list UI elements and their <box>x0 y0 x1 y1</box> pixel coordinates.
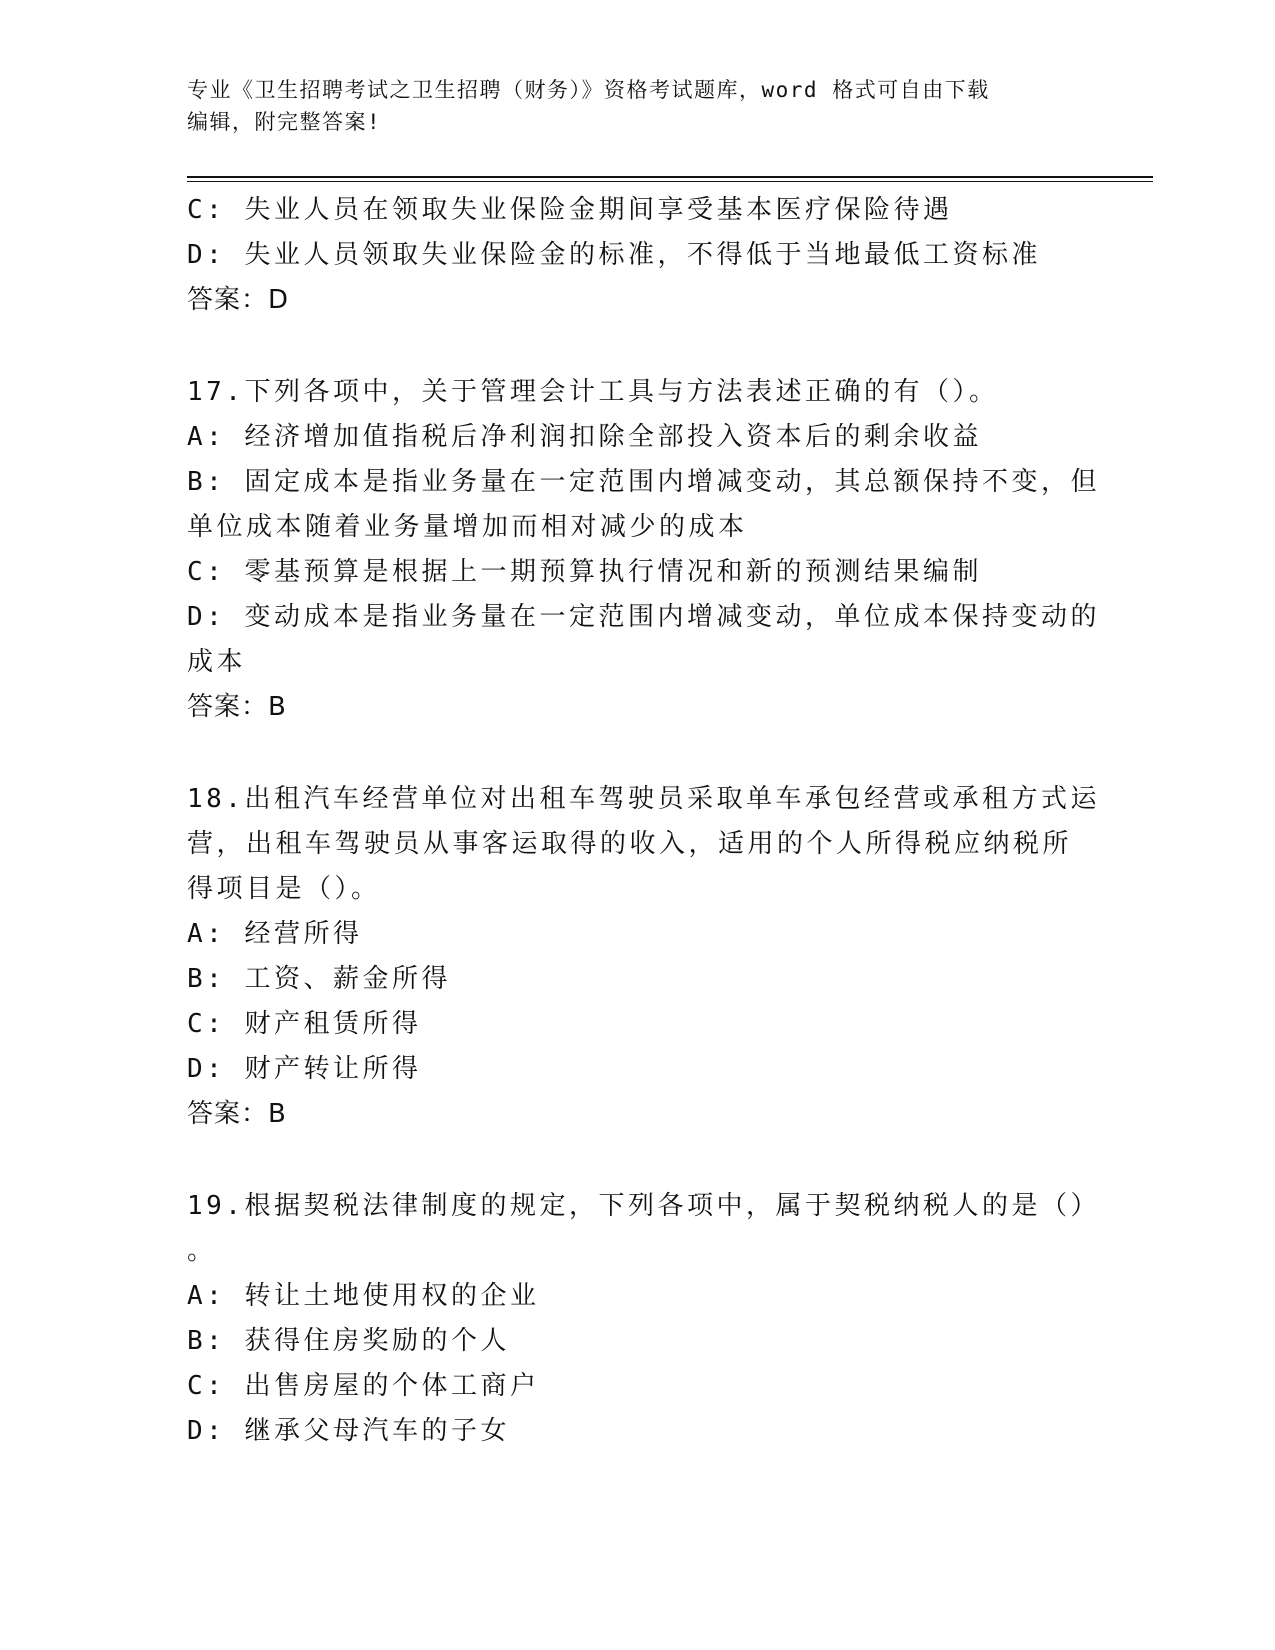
spacer <box>187 323 1087 370</box>
q19-option-d: D: 继承父母汽车的子女 <box>187 1416 510 1446</box>
question-17 <box>187 370 1100 730</box>
q16-option-d: D: 失业人员领取失业保险金的标准，不得低于当地最低工资标准 <box>187 240 1041 270</box>
q18-stem-line3: 得项目是（）。 <box>187 874 381 904</box>
q18-option-a: A: 经营所得 <box>187 919 363 949</box>
q18-option-b: B: 工资、薪金所得 <box>187 964 451 994</box>
q19-option-b: B: 获得住房奖励的个人 <box>187 1326 510 1356</box>
question-16 <box>187 188 1087 323</box>
header-divider-thin <box>187 181 1153 182</box>
document-header <box>187 74 1087 138</box>
q16-option-c: C: 失业人员在领取失业保险金期间享受基本医疗保险待遇 <box>187 195 953 225</box>
q19-stem-line1: 19.根据契税法律制度的规定，下列各项中，属于契税纳税人的是（） <box>187 1191 1100 1221</box>
spacer <box>187 1137 1087 1184</box>
q19-option-c: C: 出售房屋的个体工商户 <box>187 1371 540 1401</box>
q18-stem-line1: 18.出租汽车经营单位对出租车驾驶员采取单车承包经营或承租方式运 <box>187 784 1100 814</box>
q16-answer: 答案：D <box>187 285 290 315</box>
q18-stem-line2: 营，出租车驾驶员从事客运取得的收入，适用的个人所得税应纳税所 <box>187 829 1073 859</box>
q17-option-d-line1: D: 变动成本是指业务量在一定范围内增减变动，单位成本保持变动的 <box>187 602 1100 632</box>
question-list <box>187 188 1100 1454</box>
question-19 <box>187 1184 1100 1454</box>
q18-option-d: D: 财产转让所得 <box>187 1054 422 1084</box>
question-18 <box>187 777 1100 1137</box>
header-line-2: 编辑，附完整答案! <box>187 110 382 134</box>
q17-answer: 答案：B <box>187 692 287 722</box>
q17-stem: 17.下列各项中，关于管理会计工具与方法表述正确的有（）。 <box>187 377 999 407</box>
q19-option-a: A: 转让土地使用权的企业 <box>187 1281 540 1311</box>
q17-option-b-line2: 单位成本随着业务量增加而相对减少的成本 <box>187 512 748 542</box>
q18-answer: 答案：B <box>187 1099 287 1129</box>
q19-stem-line2: 。 <box>187 1236 217 1266</box>
q17-option-d-line2: 成本 <box>187 647 247 677</box>
header-divider-thick <box>187 176 1153 178</box>
q17-option-b-line1: B: 固定成本是指业务量在一定范围内增减变动，其总额保持不变，但 <box>187 467 1100 497</box>
spacer <box>187 730 1087 777</box>
q17-option-c: C: 零基预算是根据上一期预算执行情况和新的预测结果编制 <box>187 557 982 587</box>
header-line-1: 专业《卫生招聘考试之卫生招聘（财务）》资格考试题库，word 格式可自由下载 <box>187 78 990 102</box>
q18-option-c: C: 财产租赁所得 <box>187 1009 422 1039</box>
q17-option-a: A: 经济增加值指税后净利润扣除全部投入资本后的剩余收益 <box>187 422 982 452</box>
